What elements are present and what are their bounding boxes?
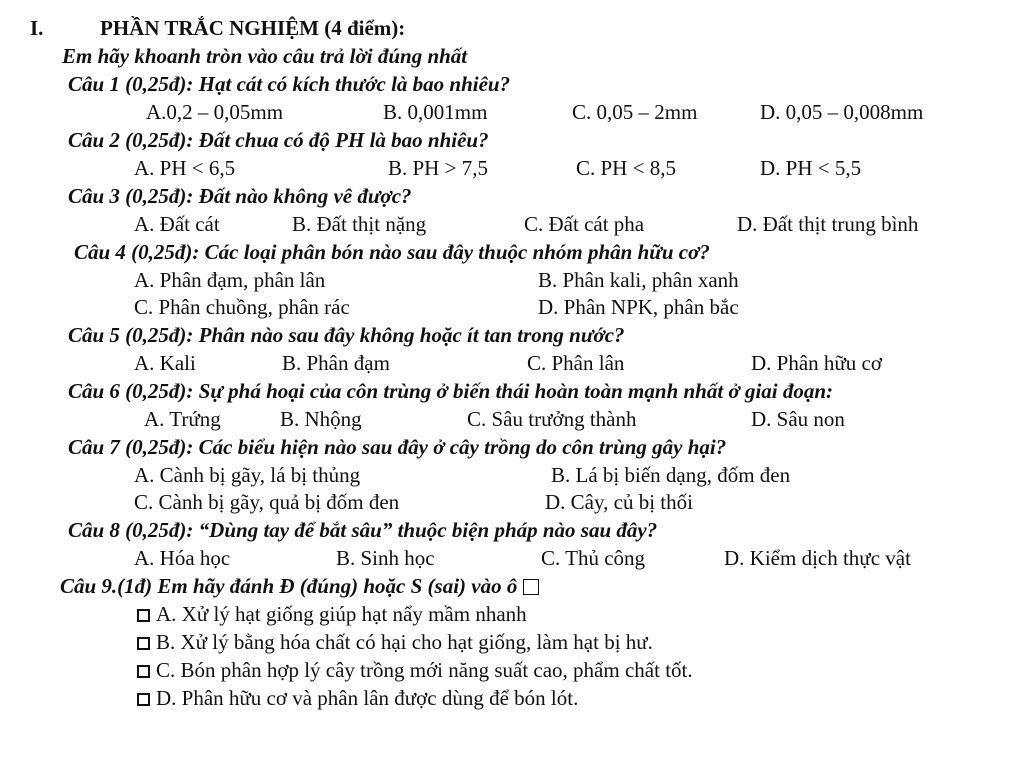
q9-item-a[interactable] [137, 604, 527, 625]
q5-option-a[interactable]: A. Kali [134, 351, 196, 375]
q6-option-d[interactable]: D. Sâu non [751, 407, 845, 431]
q9-item-c[interactable] [137, 660, 693, 681]
section-number: I. [30, 16, 44, 40]
question-9-label [60, 576, 539, 597]
q2-option-a[interactable]: A. PH < 6,5 [134, 156, 236, 180]
q5-option-c[interactable]: C. Phân lân [527, 351, 625, 375]
q6-option-b[interactable]: B. Nhộng [280, 407, 362, 431]
q4-option-b[interactable]: B. Phân kali, phân xanh [538, 268, 739, 292]
q2-option-b[interactable]: B. PH > 7,5 [388, 156, 488, 180]
q8-option-c[interactable]: C. Thủ công [541, 546, 646, 570]
question-8-label: Câu 8 (0,25đ): “Dùng tay để bắt sâu” thuộc biện pháp nào sau đây? [68, 518, 658, 542]
question-6-label: Câu 6 (0,25đ): Sự phá hoại của côn trùng ở biến thái hoàn toàn mạnh nhất ở giai đoạn: [68, 379, 834, 403]
q9-b-text: B. Xử lý bằng hóa chất có hại cho hạt giống, làm hạt bị hư. [156, 630, 653, 654]
q9-b-checkbox[interactable] [137, 637, 150, 650]
instruction: Em hãy khoanh tròn vào câu trả lời đúng nhất [62, 44, 468, 68]
q6-option-c[interactable]: C. Sâu trưởng thành [467, 407, 637, 431]
q9-c-text: C. Bón phân hợp lý cây trồng mới năng suất cao, phẩm chất tốt. [156, 658, 693, 682]
q9-d-text: D. Phân hữu cơ và phân lân được dùng để bón lót. [156, 686, 579, 710]
q1-option-d[interactable]: D. 0,05 – 0,008mm [760, 100, 924, 124]
q4-option-d[interactable]: D. Phân NPK, phân bắc [538, 295, 739, 319]
q4-option-c[interactable]: C. Phân chuồng, phân rác [134, 295, 350, 319]
q7-option-b[interactable]: B. Lá bị biến dạng, đốm đen [551, 463, 791, 487]
question-2-label: Câu 2 (0,25đ): Đất chua có độ PH là bao nhiêu? [68, 128, 489, 152]
q6-option-a[interactable]: A. Trứng [144, 407, 221, 431]
q2-option-c[interactable]: C. PH < 8,5 [576, 156, 676, 180]
q3-option-a[interactable]: A. Đất cát [134, 212, 220, 236]
q8-option-d[interactable]: D. Kiểm dịch thực vật [724, 546, 911, 570]
q3-option-c[interactable]: C. Đất cát pha [524, 212, 645, 236]
answer-box-icon [523, 579, 539, 595]
q9-a-checkbox[interactable] [137, 609, 150, 622]
q2-option-d[interactable]: D. PH < 5,5 [760, 156, 862, 180]
question-7-label: Câu 7 (0,25đ): Các biểu hiện nào sau đây ở cây trồng do côn trùng gây hại? [68, 435, 727, 459]
section-title: PHẦN TRẮC NGHIỆM (4 điểm): [100, 16, 406, 40]
q1-option-c[interactable]: C. 0,05 – 2mm [572, 100, 698, 124]
question-4-label: Câu 4 (0,25đ): Các loại phân bón nào sau đây thuộc nhóm phân hữu cơ? [74, 240, 710, 264]
question-3-label: Câu 3 (0,25đ): Đất nào không vê được? [68, 184, 412, 208]
q1-option-a[interactable]: A.0,2 – 0,05mm [146, 100, 284, 124]
q4-option-a[interactable]: A. Phân đạm, phân lân [134, 268, 326, 292]
q8-option-a[interactable]: A. Hóa học [134, 546, 231, 570]
q5-option-d[interactable]: D. Phân hữu cơ [751, 351, 882, 375]
q1-option-b[interactable]: B. 0,001mm [383, 100, 488, 124]
q3-option-d[interactable]: D. Đất thịt trung bình [737, 212, 919, 236]
q9-a-text: A. Xử lý hạt giống giúp hạt nẩy mầm nhanh [156, 602, 527, 626]
question-1-label: Câu 1 (0,25đ): Hạt cát có kích thước là bao nhiêu? [68, 72, 511, 96]
question-5-label: Câu 5 (0,25đ): Phân nào sau đây không hoặc ít tan trong nước? [68, 323, 625, 347]
q7-option-a[interactable]: A. Cành bị gãy, lá bị thủng [134, 463, 361, 487]
question-9-text: Câu 9.(1đ) Em hãy đánh Đ (đúng) hoặc S (sai) vào ô [60, 574, 518, 598]
q5-option-b[interactable]: B. Phân đạm [282, 351, 390, 375]
q8-option-b[interactable]: B. Sinh học [336, 546, 435, 570]
q9-item-d[interactable] [137, 688, 578, 709]
q3-option-b[interactable]: B. Đất thịt nặng [292, 212, 427, 236]
q9-item-b[interactable] [137, 632, 653, 653]
q9-d-checkbox[interactable] [137, 693, 150, 706]
q9-c-checkbox[interactable] [137, 665, 150, 678]
q7-option-d[interactable]: D. Cây, củ bị thối [545, 490, 693, 514]
q7-option-c[interactable]: C. Cành bị gãy, quả bị đốm đen [134, 490, 400, 514]
